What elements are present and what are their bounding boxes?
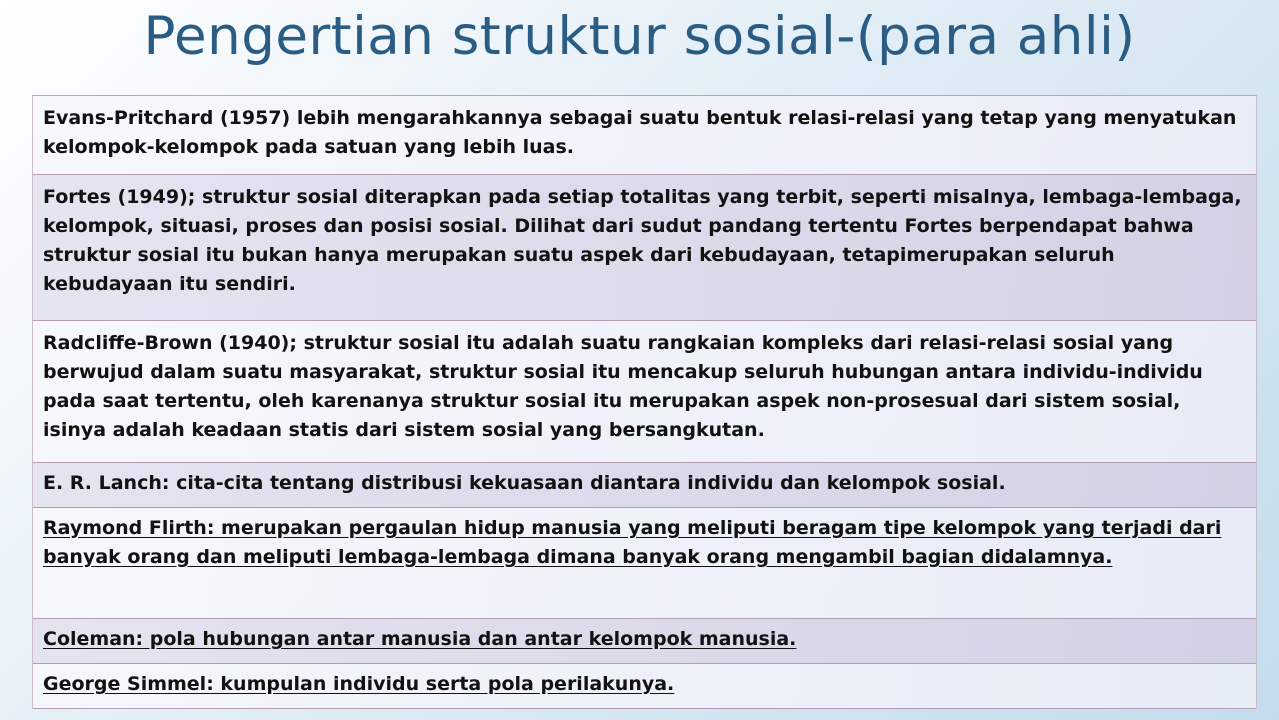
definition-row-fortes: Fortes (1949); struktur sosial diterapkan pada setiap totalitas yang terbit, seperti misalnya, lembaga-lembaga, kelompok, situasi, proses dan posisi sosial. Dilihat dari sudut pandang tertentu Fortes berpendapat bahwa struktur sosial itu bukan hanya merupakan suatu aspek dari kebudayaan, tetapimerupakan seluruh kebudayaan itu sendiri. bbox=[33, 175, 1256, 321]
definition-row-simmel: George Simmel: kumpulan individu serta pola perilakunya. bbox=[33, 664, 1256, 709]
definition-row-flirth: Raymond Flirth: merupakan pergaulan hidup manusia yang meliputi beragam tipe kelompok yang terjadi dari banyak orang dan meliputi lembaga-lembaga dimana banyak orang mengambil bagian didalamnya. bbox=[33, 508, 1256, 619]
definition-row-radcliffe-brown: Radcliffe-Brown (1940); struktur sosial itu adalah suatu rangkaian kompleks dari relasi-relasi sosial yang berwujud dalam suatu masyarakat, struktur sosial itu mencakup seluruh hubungan antara individu-individu pada saat tertentu, oleh karenanya struktur sosial itu merupakan aspek non-prosesual dari sistem sosial, isinya adalah keadaan statis dari sistem sosial yang bersangkutan. bbox=[33, 321, 1256, 463]
definitions-table bbox=[32, 95, 1257, 709]
definition-row-lanch: E. R. Lanch: cita-cita tentang distribusi kekuasaan diantara individu dan kelompok sosial. bbox=[33, 463, 1256, 508]
definition-row-coleman: Coleman: pola hubungan antar manusia dan antar kelompok manusia. bbox=[33, 619, 1256, 664]
definition-row-evans-pritchard: Evans-Pritchard (1957) lebih mengarahkannya sebagai suatu bentuk relasi-relasi yang tetap yang menyatukan kelompok-kelompok pada satuan yang lebih luas. bbox=[33, 96, 1256, 175]
slide-title: Pengertian struktur sosial-(para ahli) bbox=[143, 6, 1136, 67]
